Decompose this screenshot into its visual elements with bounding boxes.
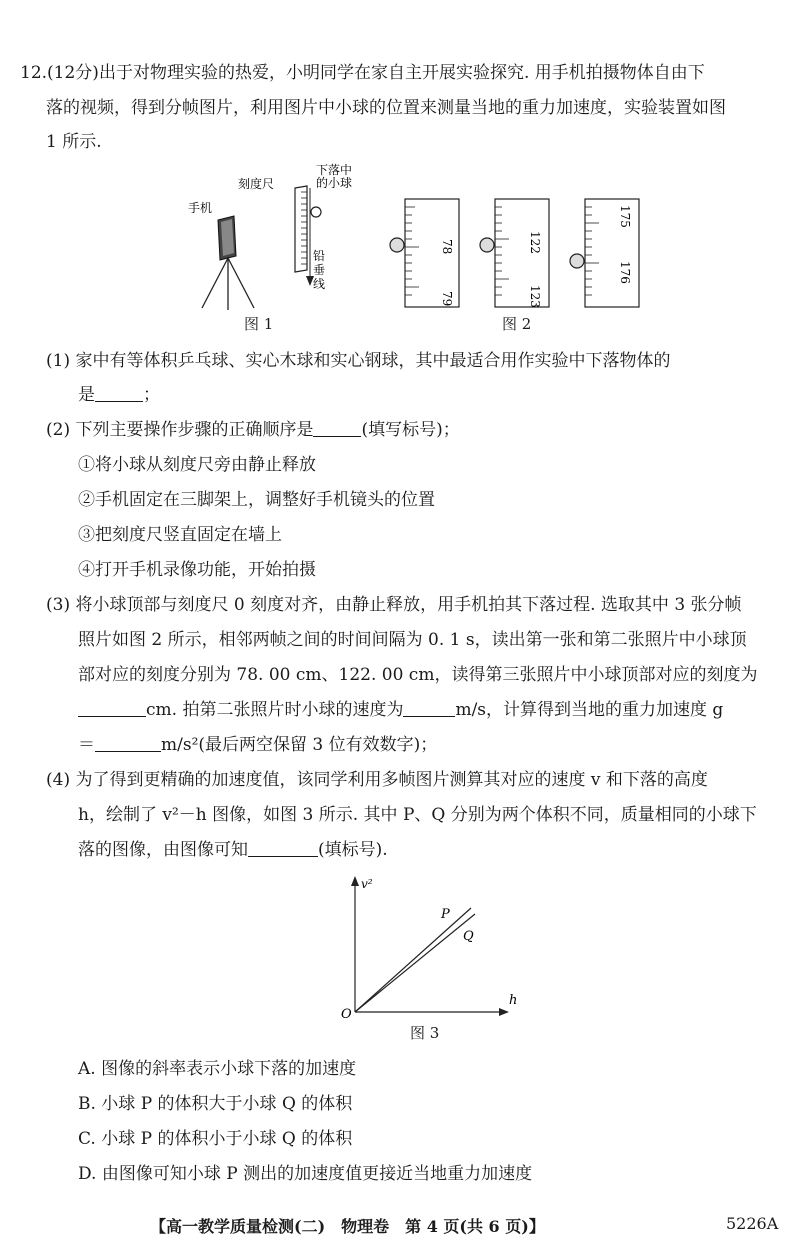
question-intro-line-3: 1 所示. bbox=[46, 132, 102, 152]
answer-blank-1[interactable] bbox=[95, 385, 143, 402]
figure-1-label-plumb-2: 垂 bbox=[313, 263, 326, 277]
line-q bbox=[355, 914, 475, 1012]
part-3-line-5: ＝ m/s²(最后两空保留 3 位有效数字)； bbox=[78, 735, 438, 755]
figure-1-apparatus bbox=[180, 160, 370, 320]
figure-1-label-plumb-3: 线 bbox=[313, 277, 326, 291]
footer-center: 【高一教学质量检测(二) 物理卷 第 4 页(共 6 页)】 bbox=[150, 1217, 545, 1236]
step-2: ②手机固定在三脚架上，调整好手机镜头的位置 bbox=[78, 490, 435, 510]
frame-1-label-top: 78 bbox=[440, 239, 454, 255]
option-c: C. 小球 P 的体积小于小球 Q 的体积 bbox=[78, 1129, 353, 1149]
ball-frame-2-icon bbox=[480, 238, 494, 252]
frame-panel-2 bbox=[480, 199, 549, 308]
step-1: ①将小球从刻度尺旁由静止释放 bbox=[78, 455, 316, 475]
frame-2-label-bottom: 123 bbox=[528, 285, 542, 308]
step-3: ③把刻度尺竖直固定在墙上 bbox=[78, 525, 282, 545]
answer-blank-2[interactable] bbox=[313, 420, 361, 437]
part-3-line-2: 照片如图 2 所示，相邻两帧之间的时间间隔为 0. 1 s，读出第一张和第二张照片中小球顶 bbox=[78, 630, 747, 650]
tripod-icon bbox=[202, 258, 254, 310]
part-3-line-3: 部对应的刻度分别为 78. 00 cm、122. 00 cm，读得第三张照片中小球顶部对应的刻度为 bbox=[78, 665, 758, 685]
line-p-label: P bbox=[441, 907, 450, 922]
part-2-line-1: (2) 下列主要操作步骤的正确顺序是 (填写标号)； bbox=[46, 420, 460, 440]
phone-icon bbox=[218, 216, 236, 260]
option-b: B. 小球 P 的体积大于小球 Q 的体积 bbox=[78, 1094, 353, 1114]
part-4-line-2: h，绘制了 v²－h 图像，如图 3 所示. 其中 P、Q 分别为两个体积不同，质量相同的小球下 bbox=[78, 805, 757, 825]
figure-1-label-phone: 手机 bbox=[188, 201, 213, 215]
x-axis-arrow-icon bbox=[499, 1008, 509, 1016]
question-number: 12. bbox=[20, 63, 48, 83]
question-score: (12分) bbox=[47, 63, 99, 83]
frame-3-label-bottom: 176 bbox=[618, 261, 632, 284]
x-axis-label: h bbox=[509, 993, 518, 1008]
ball-frame-1-icon bbox=[390, 238, 404, 252]
origin-label: O bbox=[341, 1007, 352, 1020]
frame-panel-3 bbox=[570, 199, 639, 307]
part-4-line-1: (4) 为了得到更精确的加速度值，该同学利用多帧图片测算其对应的速度 v 和下落的高度 bbox=[46, 770, 708, 790]
question-intro-line-1: 12.(12分)出于对物理实验的热爱，小明同学在家自主开展实验探究. 用手机拍摄物体自由下 bbox=[20, 63, 705, 83]
frame-3-label-top: 175 bbox=[618, 205, 632, 228]
figure-1-caption: 图 1 bbox=[244, 315, 274, 333]
part-3-line-4: cm. 拍第二张照片时小球的速度为 m/s，计算得到当地的重力加速度 g bbox=[78, 699, 723, 721]
option-a: A. 图像的斜率表示小球下落的加速度 bbox=[78, 1059, 357, 1079]
answer-blank-5[interactable] bbox=[95, 735, 161, 752]
figure-2-caption: 图 2 bbox=[502, 315, 532, 333]
frame-panel-1 bbox=[390, 199, 459, 307]
figure-2-frames bbox=[385, 195, 665, 315]
falling-ball-icon bbox=[311, 207, 321, 217]
ball-frame-3-icon bbox=[570, 254, 584, 268]
y-axis-arrow-icon bbox=[351, 876, 359, 886]
figure-1-label-ruler: 刻度尺 bbox=[238, 177, 275, 191]
figure-1-label-plumb-1: 铅 bbox=[313, 249, 326, 263]
y-axis-label: v² bbox=[361, 877, 373, 891]
frame-1-label-bottom: 79 bbox=[440, 291, 454, 307]
answer-blank-6[interactable] bbox=[248, 840, 318, 857]
line-p bbox=[355, 908, 471, 1012]
answer-blank-3[interactable] bbox=[78, 700, 146, 717]
figure-1-label-ball-1: 下落中 bbox=[316, 163, 353, 177]
line-q-label: Q bbox=[463, 929, 474, 944]
answer-blank-4[interactable] bbox=[403, 700, 455, 717]
figure-1-label-ball-2: 的小球 bbox=[316, 176, 353, 190]
part-3-line-1: (3) 将小球顶部与刻度尺 0 刻度对齐，由静止释放，用手机拍其下落过程. 选取其中 3 张分帧 bbox=[46, 595, 742, 615]
frame-2-label-top: 122 bbox=[528, 231, 542, 254]
ruler-icon bbox=[295, 186, 307, 272]
question-intro-line-2: 落的视频，得到分帧图片，利用图片中小球的位置来测量当地的重力加速度，实验装置如图 bbox=[46, 98, 726, 118]
part-1-line-2: 是 ； bbox=[78, 385, 160, 405]
figure-3-graph bbox=[335, 872, 525, 1020]
figure-3-caption: 图 3 bbox=[410, 1024, 440, 1042]
footer-code: 5226A bbox=[726, 1214, 779, 1233]
part-1-line-1: (1) 家中有等体积乒乓球、实心木球和实心钢球，其中最适合用作实验中下落物体的 bbox=[46, 351, 671, 371]
option-d: D. 由图像可知小球 P 测出的加速度值更接近当地重力加速度 bbox=[78, 1164, 533, 1184]
step-4: ④打开手机录像功能，开始拍摄 bbox=[78, 560, 316, 580]
part-4-line-3: 落的图像，由图像可知 (填标号). bbox=[78, 840, 388, 860]
